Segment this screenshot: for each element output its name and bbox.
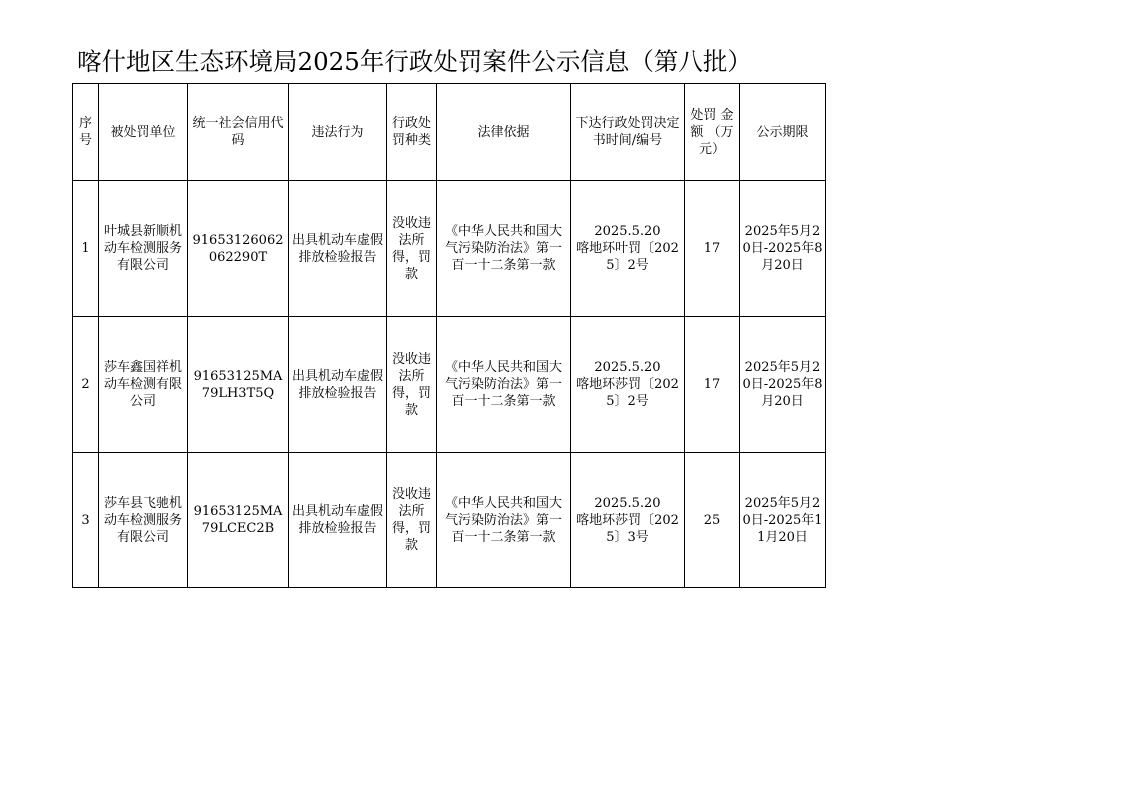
penalty-table <box>72 83 826 588</box>
cell-legal-basis: 《中华人民共和国大气污染防治法》第一百一十二条第一款 <box>437 317 571 453</box>
cell-amount: 25 <box>685 453 740 588</box>
header-period: 公示期限 <box>740 84 826 181</box>
header-amount: 处罚 金额 （万元） <box>685 84 740 181</box>
cell-unit: 莎车鑫国祥机动车检测有限公司 <box>99 317 188 453</box>
cell-penalty-type: 没收违法所得，罚款 <box>387 181 437 317</box>
cell-period: 2025年5月20日-2025年8月20日 <box>740 181 826 317</box>
cell-credit-code: 91653126062062290T <box>188 181 289 317</box>
cell-penalty-type: 没收违法所得，罚款 <box>387 453 437 588</box>
header-credit-code: 统一社会信用代码 <box>188 84 289 181</box>
header-legal-basis: 法律依据 <box>437 84 571 181</box>
cell-index: 1 <box>73 181 99 317</box>
decision-number: 喀地环莎罚〔2025〕2号 <box>576 377 679 409</box>
cell-credit-code: 91653125MA79LH3T5Q <box>188 317 289 453</box>
table-row <box>73 453 826 588</box>
header-violation: 违法行为 <box>289 84 387 181</box>
cell-decision <box>571 317 685 453</box>
cell-legal-basis: 《中华人民共和国大气污染防治法》第一百一十二条第一款 <box>437 181 571 317</box>
header-penalty-type: 行政处罚种类 <box>387 84 437 181</box>
table-header-row <box>73 84 826 181</box>
document-title: 喀什地区生态环境局2025年行政处罚案件公示信息（第八批） <box>77 47 752 76</box>
cell-legal-basis: 《中华人民共和国大气污染防治法》第一百一十二条第一款 <box>437 453 571 588</box>
cell-amount: 17 <box>685 317 740 453</box>
decision-date: 2025.5.20 <box>594 224 661 239</box>
cell-violation: 出具机动车虚假排放检验报告 <box>289 317 387 453</box>
table-row <box>73 181 826 317</box>
table-row <box>73 317 826 453</box>
cell-decision <box>571 181 685 317</box>
cell-violation: 出具机动车虚假排放检验报告 <box>289 181 387 317</box>
cell-index: 2 <box>73 317 99 453</box>
decision-date: 2025.5.20 <box>594 360 661 375</box>
cell-unit: 叶城县新顺机动车检测服务有限公司 <box>99 181 188 317</box>
decision-number: 喀地环莎罚〔2025〕3号 <box>576 512 679 545</box>
header-index: 序号 <box>73 84 99 181</box>
cell-credit-code: 91653125MA79LCEC2B <box>188 453 289 588</box>
cell-decision <box>571 453 685 588</box>
cell-amount: 17 <box>685 181 740 317</box>
decision-date: 2025.5.20 <box>594 495 661 511</box>
cell-violation: 出具机动车虚假排放检验报告 <box>289 453 387 588</box>
header-unit: 被处罚单位 <box>99 84 188 181</box>
cell-unit: 莎车县飞驰机动车检测服务有限公司 <box>99 453 188 588</box>
cell-period: 2025年5月20日-2025年8月20日 <box>740 317 826 453</box>
cell-penalty-type: 没收违法所得，罚款 <box>387 317 437 453</box>
cell-index: 3 <box>73 453 99 588</box>
header-decision: 下达行政处罚决定书时间/编号 <box>571 84 685 181</box>
decision-number: 喀地环叶罚〔2025〕2号 <box>576 241 679 273</box>
cell-period: 2025年5月20日-2025年11月20日 <box>740 453 826 588</box>
